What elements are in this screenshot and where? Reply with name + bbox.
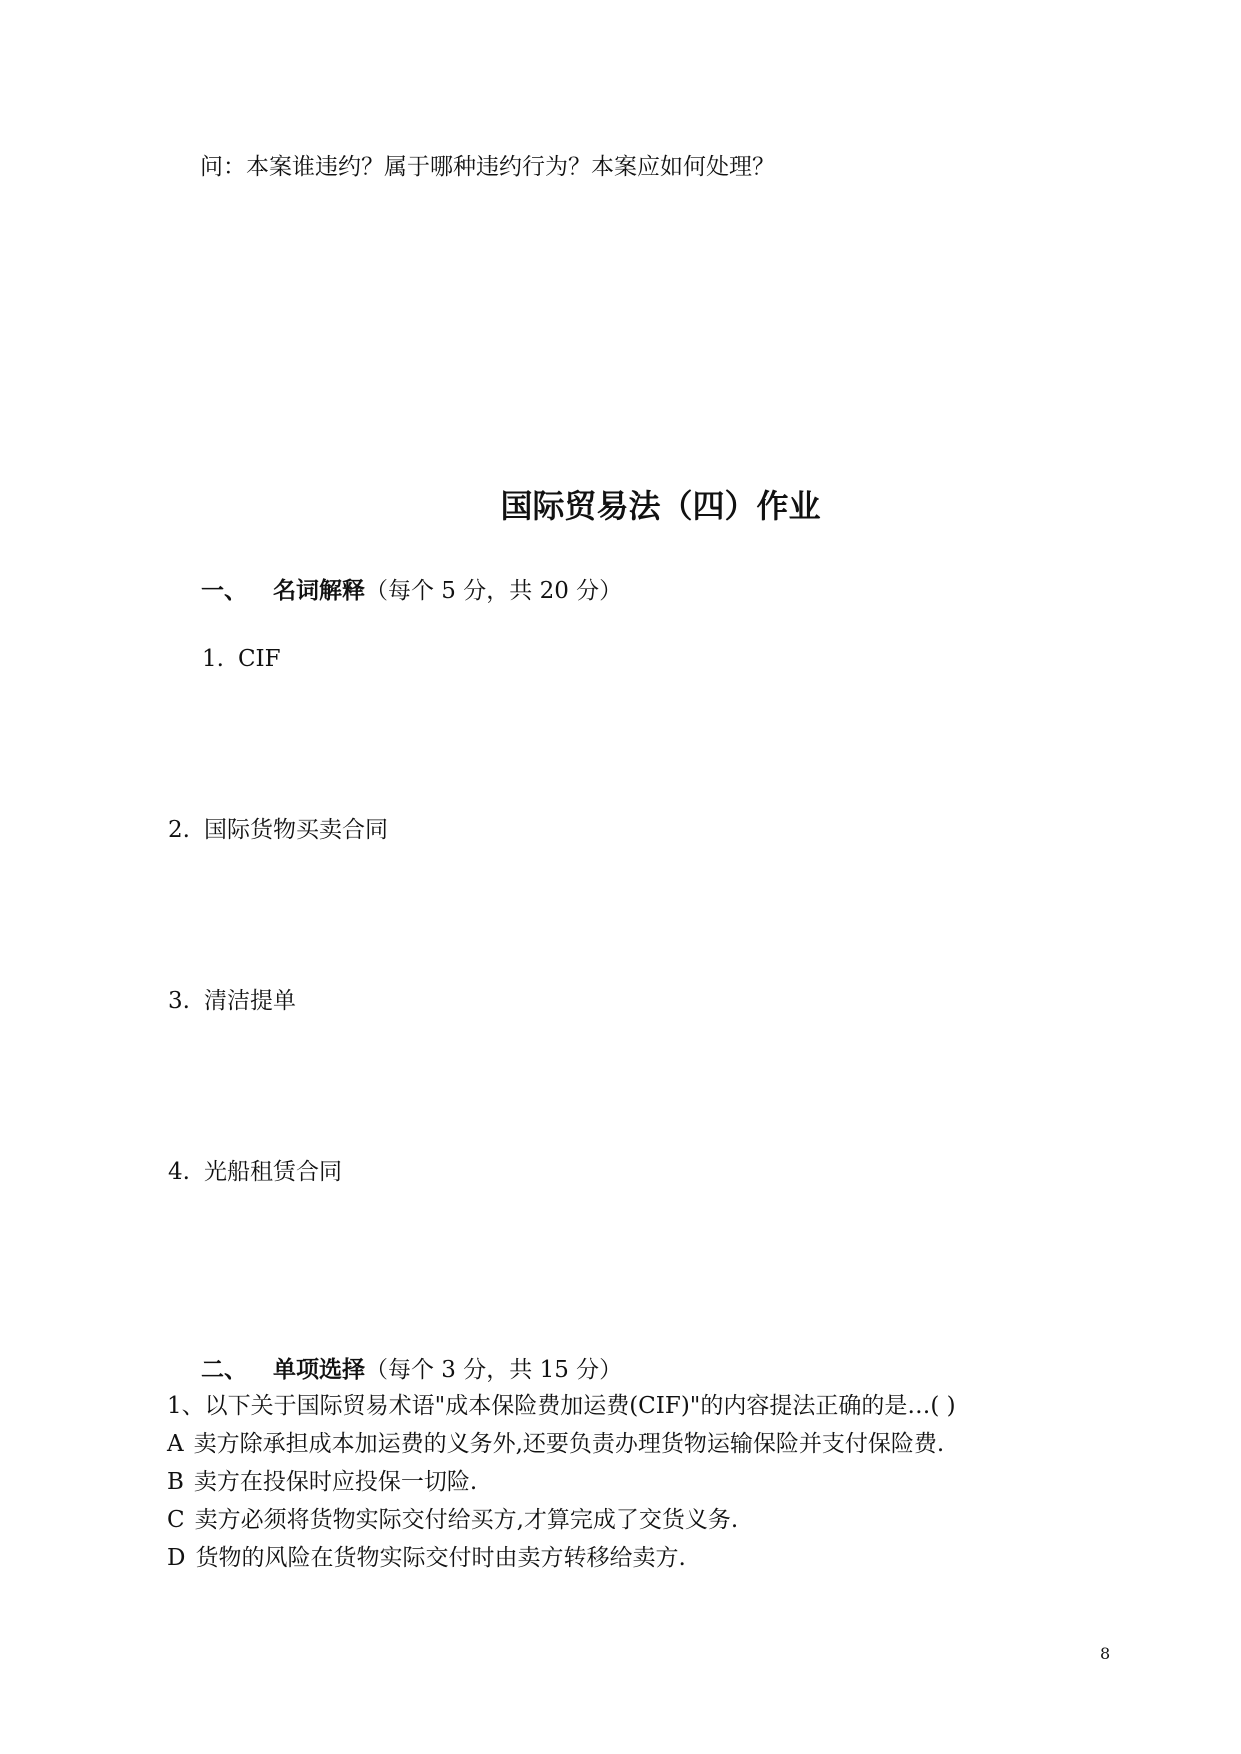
section-heading-terms (201, 576, 622, 606)
term-text: 光船租赁合同 (203, 1159, 342, 1185)
option-text: 卖方在投保时应投保一切险. (193, 1469, 478, 1495)
answer-option (167, 1429, 944, 1459)
section-heading-choice (201, 1355, 622, 1385)
question-stem: 1、以下关于国际贸易术语"成本保险费加运费(CIF)"的内容提法正确的是…( ) (167, 1393, 956, 1419)
term-text: 清洁提单 (203, 988, 296, 1014)
section-name: 名词解释 (273, 578, 365, 604)
option-letter: C (167, 1507, 185, 1533)
section-name: 单项选择 (273, 1357, 365, 1383)
section-number: 一、 (201, 578, 247, 604)
section-number: 二、 (201, 1357, 247, 1383)
term-item (202, 644, 281, 674)
term-number: 2. (168, 817, 190, 843)
term-item (168, 815, 388, 845)
option-text: 卖方除承担成本加运费的义务外,还要负责办理货物运输保险并支付保险费. (193, 1431, 945, 1457)
option-letter: A (167, 1431, 184, 1457)
term-number: 4. (168, 1159, 190, 1185)
term-item (168, 1157, 342, 1187)
term-item (168, 986, 296, 1016)
answer-option (167, 1505, 738, 1535)
page-number: 8 (1100, 1644, 1111, 1663)
page-title: 国际贸易法（四）作业 (500, 487, 821, 525)
answer-option (167, 1467, 477, 1497)
term-text: CIF (237, 646, 281, 672)
term-text: 国际货物买卖合同 (203, 817, 388, 843)
option-text: 卖方必须将货物实际交付给买方,才算完成了交货义务. (194, 1507, 739, 1533)
term-number: 3. (168, 988, 190, 1014)
option-letter: D (167, 1545, 186, 1571)
answer-option (167, 1543, 686, 1573)
term-number: 1. (202, 646, 224, 672)
section-scoring: （每个 5 分，共 20 分） (365, 578, 623, 604)
case-question-prompt: 问：本案谁违约？属于哪种违约行为？本案应如何处理？ (200, 154, 775, 180)
option-text: 货物的风险在货物实际交付时由卖方转移给卖方. (195, 1545, 686, 1571)
section-scoring: （每个 3 分，共 15 分） (365, 1357, 623, 1383)
option-letter: B (167, 1469, 184, 1495)
